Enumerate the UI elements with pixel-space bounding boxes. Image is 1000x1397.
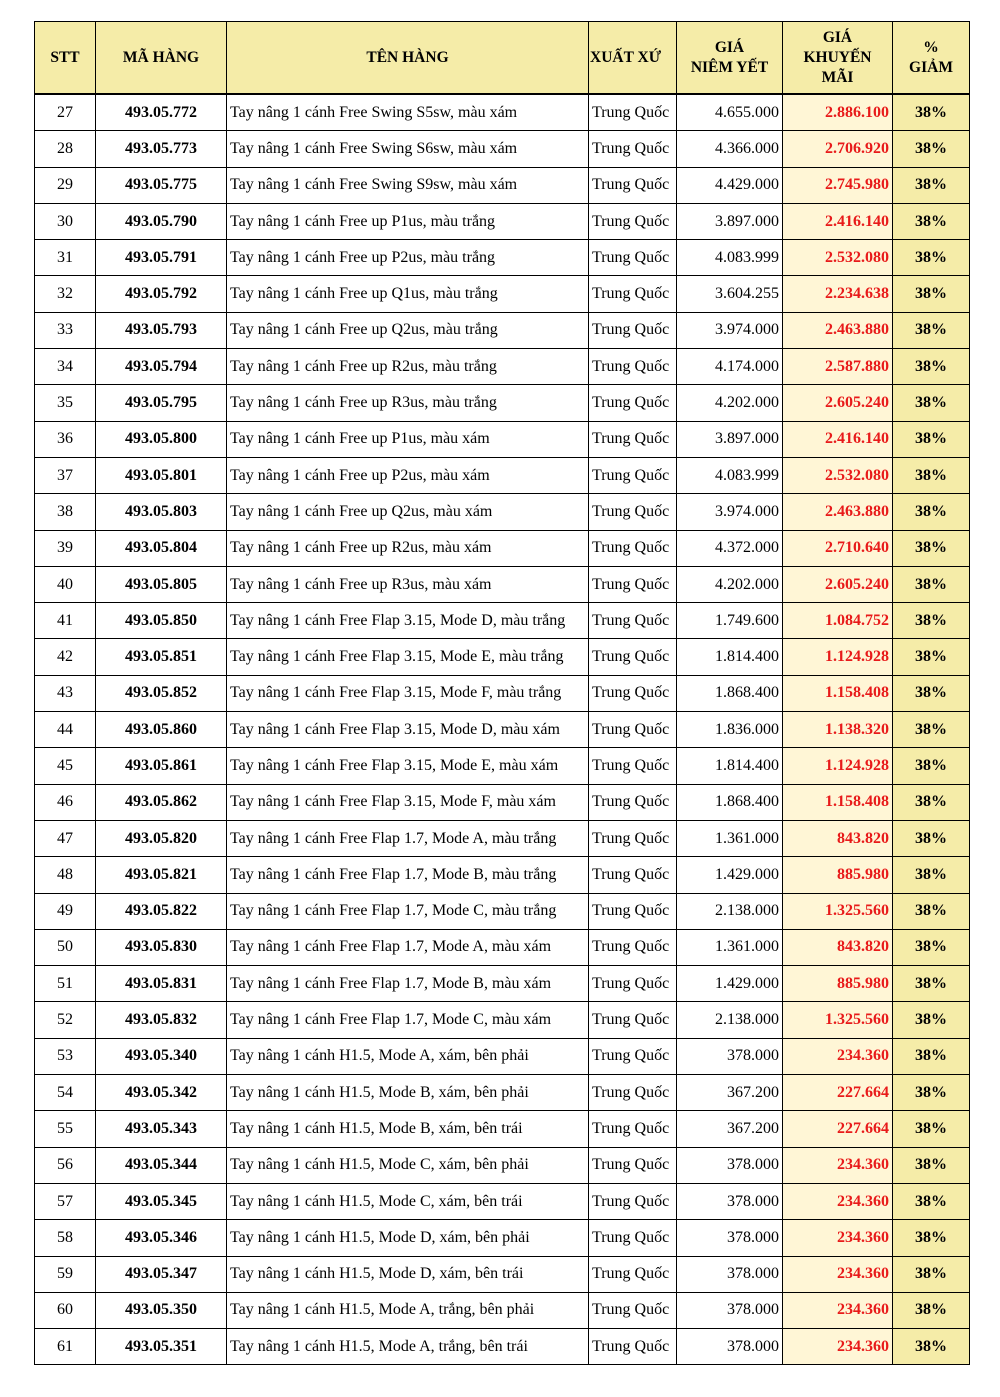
row-promo-price: 2.532.080	[783, 457, 893, 493]
header-discount-line: %	[923, 38, 939, 56]
row-origin: Trung Quốc	[589, 1292, 677, 1328]
row-discount: 38%	[893, 1329, 970, 1365]
row-code: 493.05.804	[96, 530, 227, 566]
row-origin: Trung Quốc	[589, 385, 677, 421]
row-code: 493.05.850	[96, 603, 227, 639]
row-code: 493.05.790	[96, 203, 227, 239]
row-name: Tay nâng 1 cánh Free up R3us, màu trắng	[227, 385, 589, 421]
row-code: 493.05.805	[96, 566, 227, 602]
table-row	[35, 1111, 970, 1147]
table-row	[35, 1220, 970, 1256]
row-list-price: 1.836.000	[677, 712, 783, 748]
row-promo-price: 1.325.560	[783, 1002, 893, 1038]
row-origin: Trung Quốc	[589, 1075, 677, 1111]
row-promo-price: 885.980	[783, 966, 893, 1002]
row-list-price: 378.000	[677, 1147, 783, 1183]
row-origin: Trung Quốc	[589, 203, 677, 239]
row-name: Tay nâng 1 cánh Free up P2us, màu trắng	[227, 240, 589, 276]
row-origin: Trung Quốc	[589, 1002, 677, 1038]
row-name: Tay nâng 1 cánh Free Swing S6sw, màu xám	[227, 131, 589, 167]
header-code: MÃ HÀNG	[96, 22, 227, 95]
row-promo-price: 2.234.638	[783, 276, 893, 312]
row-origin: Trung Quốc	[589, 603, 677, 639]
row-stt: 45	[35, 748, 96, 784]
row-stt: 50	[35, 929, 96, 965]
row-stt: 47	[35, 820, 96, 856]
row-origin: Trung Quốc	[589, 857, 677, 893]
row-discount: 38%	[893, 167, 970, 203]
row-origin: Trung Quốc	[589, 530, 677, 566]
row-list-price: 4.202.000	[677, 385, 783, 421]
row-discount: 38%	[893, 966, 970, 1002]
row-discount: 38%	[893, 94, 970, 131]
table-row	[35, 784, 970, 820]
row-code: 493.05.772	[96, 94, 227, 131]
row-discount: 38%	[893, 1292, 970, 1328]
row-origin: Trung Quốc	[589, 1220, 677, 1256]
row-stt: 31	[35, 240, 96, 276]
row-code: 493.05.820	[96, 820, 227, 856]
row-code: 493.05.793	[96, 312, 227, 348]
row-discount: 38%	[893, 421, 970, 457]
header-promo-price-line: MÃI	[821, 68, 854, 86]
row-name: Tay nâng 1 cánh H1.5, Mode D, xám, bên phải	[227, 1220, 589, 1256]
row-promo-price: 234.360	[783, 1183, 893, 1219]
row-origin: Trung Quốc	[589, 131, 677, 167]
row-name: Tay nâng 1 cánh Free Flap 1.7, Mode A, màu trắng	[227, 820, 589, 856]
row-promo-price: 1.138.320	[783, 712, 893, 748]
row-code: 493.05.822	[96, 893, 227, 929]
row-stt: 54	[35, 1075, 96, 1111]
table-row	[35, 966, 970, 1002]
row-name: Tay nâng 1 cánh Free Flap 3.15, Mode F, màu trắng	[227, 675, 589, 711]
row-list-price: 378.000	[677, 1038, 783, 1074]
row-list-price: 3.974.000	[677, 494, 783, 530]
row-discount: 38%	[893, 1002, 970, 1038]
row-list-price: 378.000	[677, 1183, 783, 1219]
table-row	[35, 385, 970, 421]
header-list-price-line: NIÊM YẾT	[690, 58, 769, 76]
row-discount: 38%	[893, 457, 970, 493]
row-stt: 28	[35, 131, 96, 167]
row-stt: 30	[35, 203, 96, 239]
table-row	[35, 893, 970, 929]
row-list-price: 1.868.400	[677, 784, 783, 820]
row-list-price: 1.361.000	[677, 820, 783, 856]
row-name: Tay nâng 1 cánh H1.5, Mode B, xám, bên phải	[227, 1075, 589, 1111]
table-row	[35, 494, 970, 530]
row-discount: 38%	[893, 203, 970, 239]
row-origin: Trung Quốc	[589, 457, 677, 493]
row-list-price: 1.429.000	[677, 857, 783, 893]
row-code: 493.05.821	[96, 857, 227, 893]
row-discount: 38%	[893, 1111, 970, 1147]
row-name: Tay nâng 1 cánh Free Flap 1.7, Mode B, màu trắng	[227, 857, 589, 893]
row-name: Tay nâng 1 cánh H1.5, Mode C, xám, bên phải	[227, 1147, 589, 1183]
row-origin: Trung Quốc	[589, 893, 677, 929]
row-promo-price: 2.416.140	[783, 421, 893, 457]
row-origin: Trung Quốc	[589, 276, 677, 312]
row-code: 493.05.792	[96, 276, 227, 312]
row-code: 493.05.851	[96, 639, 227, 675]
row-origin: Trung Quốc	[589, 1329, 677, 1365]
row-stt: 60	[35, 1292, 96, 1328]
row-promo-price: 234.360	[783, 1329, 893, 1365]
row-list-price: 3.897.000	[677, 203, 783, 239]
header-origin: XUẤT XỨ	[589, 22, 677, 95]
row-discount: 38%	[893, 784, 970, 820]
row-origin: Trung Quốc	[589, 784, 677, 820]
row-list-price: 378.000	[677, 1329, 783, 1365]
table-row	[35, 457, 970, 493]
row-name: Tay nâng 1 cánh Free Flap 1.7, Mode C, màu trắng	[227, 893, 589, 929]
table-row	[35, 1002, 970, 1038]
row-promo-price: 234.360	[783, 1292, 893, 1328]
row-name: Tay nâng 1 cánh Free up Q1us, màu trắng	[227, 276, 589, 312]
table-row	[35, 748, 970, 784]
row-stt: 40	[35, 566, 96, 602]
row-stt: 34	[35, 349, 96, 385]
row-list-price: 4.083.999	[677, 240, 783, 276]
row-stt: 37	[35, 457, 96, 493]
row-list-price: 1.361.000	[677, 929, 783, 965]
row-promo-price: 843.820	[783, 820, 893, 856]
table-row	[35, 203, 970, 239]
row-promo-price: 1.158.408	[783, 784, 893, 820]
header-promo-price	[783, 22, 893, 95]
row-code: 493.05.830	[96, 929, 227, 965]
row-origin: Trung Quốc	[589, 349, 677, 385]
row-code: 493.05.344	[96, 1147, 227, 1183]
header-row	[35, 22, 970, 95]
table-row	[35, 312, 970, 348]
row-promo-price: 1.084.752	[783, 603, 893, 639]
row-discount: 38%	[893, 312, 970, 348]
row-stt: 42	[35, 639, 96, 675]
row-origin: Trung Quốc	[589, 820, 677, 856]
header-stt: STT	[35, 22, 96, 95]
row-list-price: 1.814.400	[677, 748, 783, 784]
table-row	[35, 1183, 970, 1219]
row-promo-price: 234.360	[783, 1147, 893, 1183]
row-promo-price: 234.360	[783, 1220, 893, 1256]
row-name: Tay nâng 1 cánh H1.5, Mode B, xám, bên trái	[227, 1111, 589, 1147]
header-promo-price-line: GIÁ	[822, 28, 853, 46]
row-code: 493.05.832	[96, 1002, 227, 1038]
row-list-price: 1.429.000	[677, 966, 783, 1002]
row-discount: 38%	[893, 1256, 970, 1292]
row-discount: 38%	[893, 1183, 970, 1219]
table-row	[35, 857, 970, 893]
row-origin: Trung Quốc	[589, 929, 677, 965]
row-origin: Trung Quốc	[589, 494, 677, 530]
row-list-price: 3.604.255	[677, 276, 783, 312]
table-row	[35, 167, 970, 203]
row-stt: 41	[35, 603, 96, 639]
row-promo-price: 2.463.880	[783, 312, 893, 348]
row-discount: 38%	[893, 566, 970, 602]
row-name: Tay nâng 1 cánh Free up P1us, màu trắng	[227, 203, 589, 239]
row-discount: 38%	[893, 240, 970, 276]
row-promo-price: 234.360	[783, 1256, 893, 1292]
row-name: Tay nâng 1 cánh Free up R3us, màu xám	[227, 566, 589, 602]
row-promo-price: 885.980	[783, 857, 893, 893]
row-promo-price: 2.706.920	[783, 131, 893, 167]
table-row	[35, 929, 970, 965]
row-discount: 38%	[893, 530, 970, 566]
row-code: 493.05.801	[96, 457, 227, 493]
row-list-price: 378.000	[677, 1256, 783, 1292]
row-discount: 38%	[893, 1038, 970, 1074]
row-name: Tay nâng 1 cánh Free Flap 1.7, Mode B, màu xám	[227, 966, 589, 1002]
table-row	[35, 131, 970, 167]
header-discount-line: GIẢM	[909, 58, 953, 76]
row-name: Tay nâng 1 cánh Free up Q2us, màu trắng	[227, 312, 589, 348]
row-stt: 53	[35, 1038, 96, 1074]
table-row	[35, 639, 970, 675]
row-name: Tay nâng 1 cánh H1.5, Mode C, xám, bên trái	[227, 1183, 589, 1219]
row-promo-price: 227.664	[783, 1075, 893, 1111]
table-row	[35, 349, 970, 385]
row-list-price: 4.202.000	[677, 566, 783, 602]
table-row	[35, 94, 970, 131]
row-stt: 43	[35, 675, 96, 711]
row-origin: Trung Quốc	[589, 712, 677, 748]
row-name: Tay nâng 1 cánh Free Flap 1.7, Mode C, màu xám	[227, 1002, 589, 1038]
row-promo-price: 1.325.560	[783, 893, 893, 929]
row-promo-price: 2.710.640	[783, 530, 893, 566]
row-name: Tay nâng 1 cánh Free up R2us, màu xám	[227, 530, 589, 566]
header-promo-price-line: KHUYẾN	[803, 48, 872, 66]
row-origin: Trung Quốc	[589, 1111, 677, 1147]
row-discount: 38%	[893, 929, 970, 965]
row-code: 493.05.345	[96, 1183, 227, 1219]
row-code: 493.05.831	[96, 966, 227, 1002]
row-promo-price: 2.605.240	[783, 566, 893, 602]
row-origin: Trung Quốc	[589, 1256, 677, 1292]
row-stt: 57	[35, 1183, 96, 1219]
row-discount: 38%	[893, 1075, 970, 1111]
row-name: Tay nâng 1 cánh Free Flap 1.7, Mode A, màu xám	[227, 929, 589, 965]
row-name: Tay nâng 1 cánh H1.5, Mode A, trắng, bên trái	[227, 1329, 589, 1365]
row-list-price: 4.429.000	[677, 167, 783, 203]
price-table	[34, 21, 970, 1365]
row-name: Tay nâng 1 cánh Free up P2us, màu xám	[227, 457, 589, 493]
row-discount: 38%	[893, 639, 970, 675]
row-list-price: 4.655.000	[677, 94, 783, 131]
row-origin: Trung Quốc	[589, 94, 677, 131]
row-code: 493.05.860	[96, 712, 227, 748]
row-code: 493.05.350	[96, 1292, 227, 1328]
row-origin: Trung Quốc	[589, 675, 677, 711]
row-name: Tay nâng 1 cánh Free Swing S5sw, màu xám	[227, 94, 589, 131]
row-stt: 38	[35, 494, 96, 530]
row-list-price: 367.200	[677, 1111, 783, 1147]
table-row	[35, 1329, 970, 1365]
header-list-price-line: GIÁ	[714, 38, 745, 56]
row-list-price: 367.200	[677, 1075, 783, 1111]
row-promo-price: 2.605.240	[783, 385, 893, 421]
row-name: Tay nâng 1 cánh H1.5, Mode D, xám, bên trái	[227, 1256, 589, 1292]
row-discount: 38%	[893, 131, 970, 167]
row-list-price: 3.897.000	[677, 421, 783, 457]
row-list-price: 378.000	[677, 1220, 783, 1256]
row-promo-price: 843.820	[783, 929, 893, 965]
row-promo-price: 1.124.928	[783, 639, 893, 675]
row-code: 493.05.343	[96, 1111, 227, 1147]
row-code: 493.05.340	[96, 1038, 227, 1074]
row-promo-price: 227.664	[783, 1111, 893, 1147]
row-list-price: 1.814.400	[677, 639, 783, 675]
row-code: 493.05.803	[96, 494, 227, 530]
row-promo-price: 234.360	[783, 1038, 893, 1074]
row-origin: Trung Quốc	[589, 639, 677, 675]
row-stt: 48	[35, 857, 96, 893]
row-promo-price: 2.532.080	[783, 240, 893, 276]
row-discount: 38%	[893, 349, 970, 385]
row-discount: 38%	[893, 712, 970, 748]
row-stt: 35	[35, 385, 96, 421]
row-name: Tay nâng 1 cánh Free Flap 3.15, Mode F, màu xám	[227, 784, 589, 820]
table-row	[35, 675, 970, 711]
row-origin: Trung Quốc	[589, 167, 677, 203]
row-stt: 44	[35, 712, 96, 748]
row-name: Tay nâng 1 cánh Free Swing S9sw, màu xám	[227, 167, 589, 203]
row-list-price: 4.366.000	[677, 131, 783, 167]
row-code: 493.05.342	[96, 1075, 227, 1111]
row-stt: 49	[35, 893, 96, 929]
row-promo-price: 1.124.928	[783, 748, 893, 784]
header-list-price	[677, 22, 783, 95]
row-name: Tay nâng 1 cánh H1.5, Mode A, trắng, bên phải	[227, 1292, 589, 1328]
row-code: 493.05.775	[96, 167, 227, 203]
row-stt: 58	[35, 1220, 96, 1256]
table-row	[35, 603, 970, 639]
row-promo-price: 2.463.880	[783, 494, 893, 530]
row-promo-price: 1.158.408	[783, 675, 893, 711]
row-promo-price: 2.886.100	[783, 94, 893, 131]
row-origin: Trung Quốc	[589, 566, 677, 602]
row-stt: 46	[35, 784, 96, 820]
row-stt: 36	[35, 421, 96, 457]
table-body	[35, 94, 970, 1365]
row-discount: 38%	[893, 1220, 970, 1256]
table-row	[35, 530, 970, 566]
row-list-price: 378.000	[677, 1292, 783, 1328]
row-code: 493.05.800	[96, 421, 227, 457]
row-discount: 38%	[893, 494, 970, 530]
row-list-price: 2.138.000	[677, 893, 783, 929]
row-stt: 27	[35, 94, 96, 131]
row-stt: 52	[35, 1002, 96, 1038]
row-list-price: 4.083.999	[677, 457, 783, 493]
row-promo-price: 2.745.980	[783, 167, 893, 203]
table-row	[35, 1038, 970, 1074]
row-code: 493.05.347	[96, 1256, 227, 1292]
row-stt: 39	[35, 530, 96, 566]
row-name: Tay nâng 1 cánh Free Flap 3.15, Mode E, màu xám	[227, 748, 589, 784]
row-name: Tay nâng 1 cánh H1.5, Mode A, xám, bên phải	[227, 1038, 589, 1074]
table-row	[35, 1256, 970, 1292]
row-name: Tay nâng 1 cánh Free Flap 3.15, Mode E, màu trắng	[227, 639, 589, 675]
row-name: Tay nâng 1 cánh Free up P1us, màu xám	[227, 421, 589, 457]
row-origin: Trung Quốc	[589, 1147, 677, 1183]
row-code: 493.05.861	[96, 748, 227, 784]
table-row	[35, 1292, 970, 1328]
row-list-price: 1.749.600	[677, 603, 783, 639]
row-stt: 32	[35, 276, 96, 312]
row-discount: 38%	[893, 820, 970, 856]
row-origin: Trung Quốc	[589, 1183, 677, 1219]
row-stt: 33	[35, 312, 96, 348]
row-list-price: 1.868.400	[677, 675, 783, 711]
row-stt: 61	[35, 1329, 96, 1365]
row-name: Tay nâng 1 cánh Free up R2us, màu trắng	[227, 349, 589, 385]
row-list-price: 3.974.000	[677, 312, 783, 348]
row-list-price: 4.174.000	[677, 349, 783, 385]
row-origin: Trung Quốc	[589, 748, 677, 784]
row-code: 493.05.346	[96, 1220, 227, 1256]
row-name: Tay nâng 1 cánh Free Flap 3.15, Mode D, màu trắng	[227, 603, 589, 639]
table-row	[35, 820, 970, 856]
row-code: 493.05.794	[96, 349, 227, 385]
row-discount: 38%	[893, 385, 970, 421]
row-code: 493.05.773	[96, 131, 227, 167]
row-code: 493.05.852	[96, 675, 227, 711]
row-name: Tay nâng 1 cánh Free up Q2us, màu xám	[227, 494, 589, 530]
row-origin: Trung Quốc	[589, 966, 677, 1002]
row-stt: 56	[35, 1147, 96, 1183]
row-promo-price: 2.416.140	[783, 203, 893, 239]
table-row	[35, 1075, 970, 1111]
row-code: 493.05.351	[96, 1329, 227, 1365]
table-row	[35, 421, 970, 457]
row-list-price: 4.372.000	[677, 530, 783, 566]
row-discount: 38%	[893, 603, 970, 639]
row-discount: 38%	[893, 675, 970, 711]
row-promo-price: 2.587.880	[783, 349, 893, 385]
row-code: 493.05.862	[96, 784, 227, 820]
row-origin: Trung Quốc	[589, 421, 677, 457]
header-discount	[893, 22, 970, 95]
row-origin: Trung Quốc	[589, 312, 677, 348]
row-stt: 51	[35, 966, 96, 1002]
table-row	[35, 712, 970, 748]
row-name: Tay nâng 1 cánh Free Flap 3.15, Mode D, màu xám	[227, 712, 589, 748]
row-discount: 38%	[893, 857, 970, 893]
table-row	[35, 240, 970, 276]
row-origin: Trung Quốc	[589, 240, 677, 276]
row-code: 493.05.791	[96, 240, 227, 276]
row-list-price: 2.138.000	[677, 1002, 783, 1038]
row-discount: 38%	[893, 276, 970, 312]
row-code: 493.05.795	[96, 385, 227, 421]
row-discount: 38%	[893, 1147, 970, 1183]
table-row	[35, 276, 970, 312]
row-discount: 38%	[893, 748, 970, 784]
row-stt: 55	[35, 1111, 96, 1147]
row-stt: 59	[35, 1256, 96, 1292]
table-row	[35, 1147, 970, 1183]
table-row	[35, 566, 970, 602]
row-discount: 38%	[893, 893, 970, 929]
header-name: TÊN HÀNG	[227, 22, 589, 95]
row-origin: Trung Quốc	[589, 1038, 677, 1074]
row-stt: 29	[35, 167, 96, 203]
